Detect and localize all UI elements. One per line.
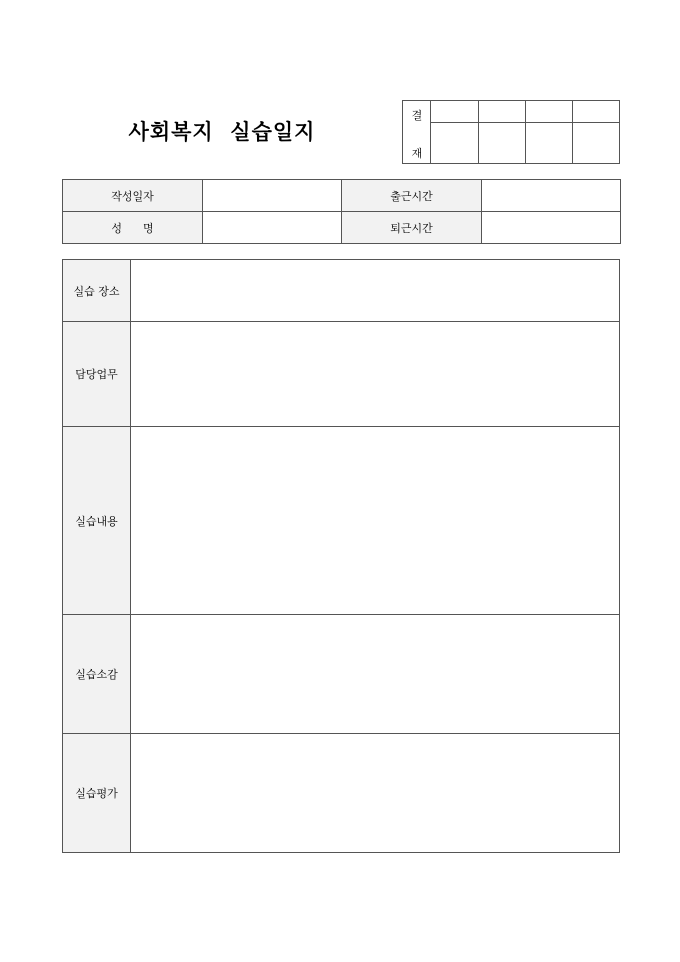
section-field-impressions[interactable] — [131, 615, 620, 734]
approval-signature-cell[interactable] — [526, 101, 573, 163]
date-label: 작성일자 — [63, 180, 203, 212]
section-field-content[interactable] — [131, 427, 620, 615]
section-label-place: 실습 장소 — [63, 260, 131, 322]
checkin-field[interactable] — [482, 180, 621, 212]
name-label: 성 명 — [63, 212, 203, 244]
name-field[interactable] — [203, 212, 342, 244]
log-table — [62, 259, 620, 853]
section-label-content: 실습내용 — [63, 427, 131, 615]
section-field-duties[interactable] — [131, 322, 620, 427]
approval-label-top: 결 — [411, 109, 423, 122]
section-label-evaluation: 실습평가 — [63, 734, 131, 853]
approval-box — [402, 100, 620, 164]
approval-signature-cell[interactable] — [573, 101, 619, 163]
section-field-place[interactable] — [131, 260, 620, 322]
date-field[interactable] — [203, 180, 342, 212]
approval-label-column — [403, 101, 431, 163]
checkout-label: 퇴근시간 — [342, 212, 482, 244]
approval-signature-cell[interactable] — [431, 101, 479, 163]
checkin-label: 출근시간 — [342, 180, 482, 212]
approval-signature-cell[interactable] — [479, 101, 526, 163]
section-label-duties: 담당업무 — [63, 322, 131, 427]
checkout-field[interactable] — [482, 212, 621, 244]
section-field-evaluation[interactable] — [131, 734, 620, 853]
page-title: 사회복지 실습일지 — [128, 120, 316, 144]
section-label-impressions: 실습소감 — [63, 615, 131, 734]
approval-label-bottom: 재 — [411, 147, 423, 160]
info-table — [62, 179, 621, 244]
